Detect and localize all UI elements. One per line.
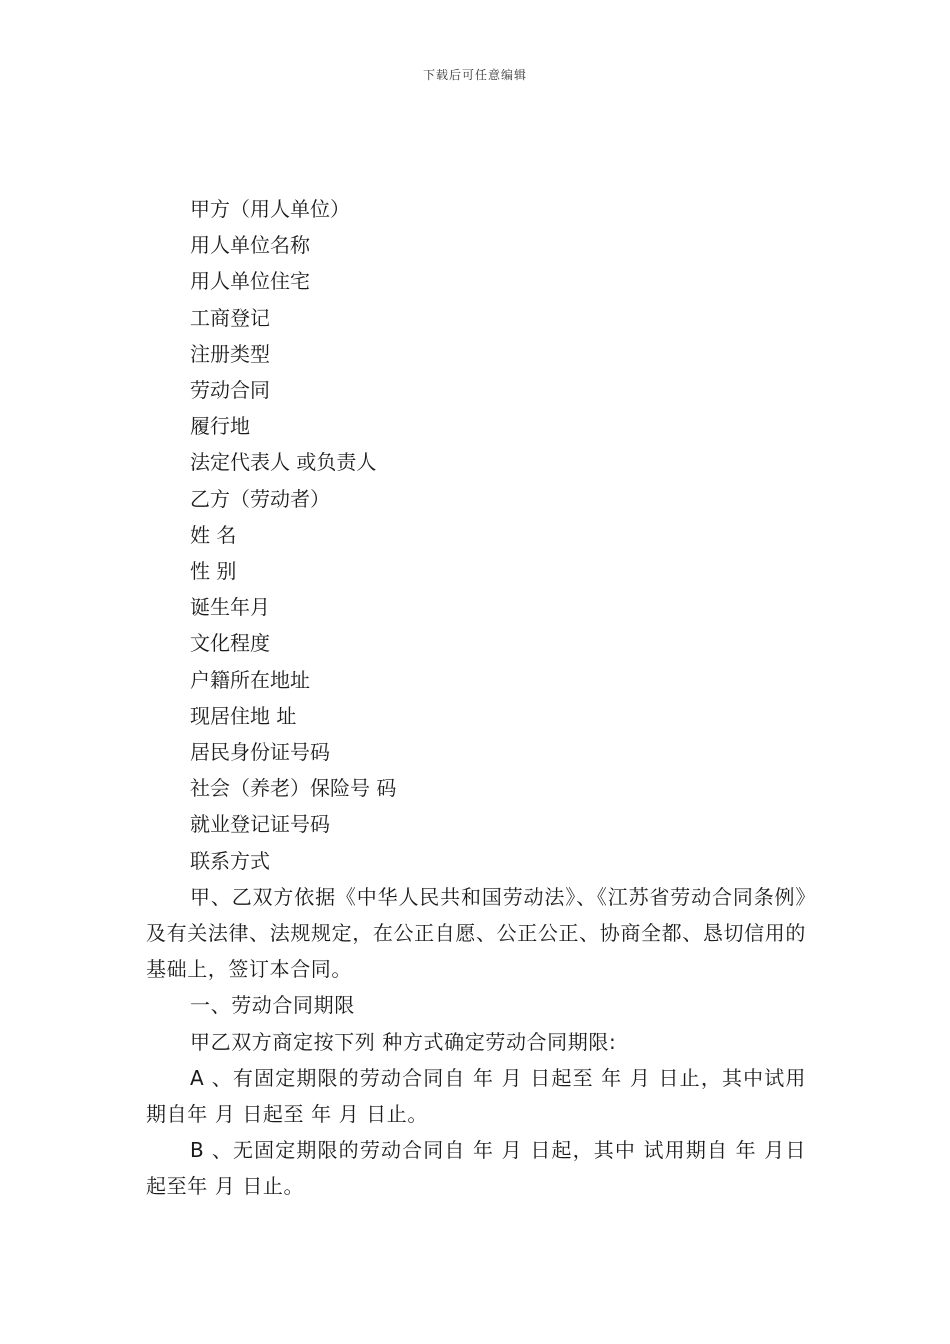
labor-contract-field: 劳动合同	[190, 378, 270, 403]
party-b-heading: 乙方（劳动者）	[190, 486, 330, 511]
birth-date-field: 诞生年月	[190, 595, 270, 620]
page-header-note: 下载后可任意编辑	[422, 68, 527, 82]
social-insurance-field: 社会（养老）保险号 码	[190, 776, 397, 801]
performance-place-field: 履行地	[190, 414, 250, 439]
section-1-title: 一、劳动合同期限	[190, 993, 355, 1018]
current-address-field: 现居住地 址	[190, 703, 297, 728]
id-number-field: 居民身份证号码	[190, 740, 330, 765]
gender-field: 性 别	[190, 559, 237, 584]
employer-name-field: 用人单位名称	[190, 233, 310, 258]
option-a-paragraph: A 、有固定期限的劳动合同自 年 月 日起至 年 月 日止，其中试用期自年 月 日起至 年 月 日止。	[146, 1065, 806, 1127]
section-1-lead: 甲乙双方商定按下列 种方式确定劳动合同期限:	[190, 1029, 617, 1054]
intro-paragraph: 甲、乙双方依据《中华人民共和国劳动法》、《江苏省劳动合同条例》及有关法律、法规规定，在公正自愿、公正公正、协商全都、恳切信用的基础上，签订本合同。	[146, 884, 806, 982]
legal-representative-field: 法定代表人 或负责人	[190, 450, 377, 475]
registration-type-field: 注册类型	[190, 341, 270, 366]
contact-field: 联系方式	[190, 848, 270, 873]
option-b-paragraph: B 、无固定期限的劳动合同自 年 月 日起，其中 试用期自 年 月日起至年 月 日止。	[146, 1138, 806, 1199]
employer-address-field: 用人单位住宅	[190, 269, 310, 294]
employment-registration-field: 就业登记证号码	[190, 812, 330, 837]
business-registration-field: 工商登记	[190, 305, 270, 330]
contract-body	[146, 191, 806, 1205]
education-field: 文化程度	[190, 631, 270, 656]
household-address-field: 户籍所在地址	[190, 667, 310, 692]
name-field: 姓 名	[190, 522, 237, 547]
party-a-heading: 甲方（用人单位）	[190, 197, 350, 221]
